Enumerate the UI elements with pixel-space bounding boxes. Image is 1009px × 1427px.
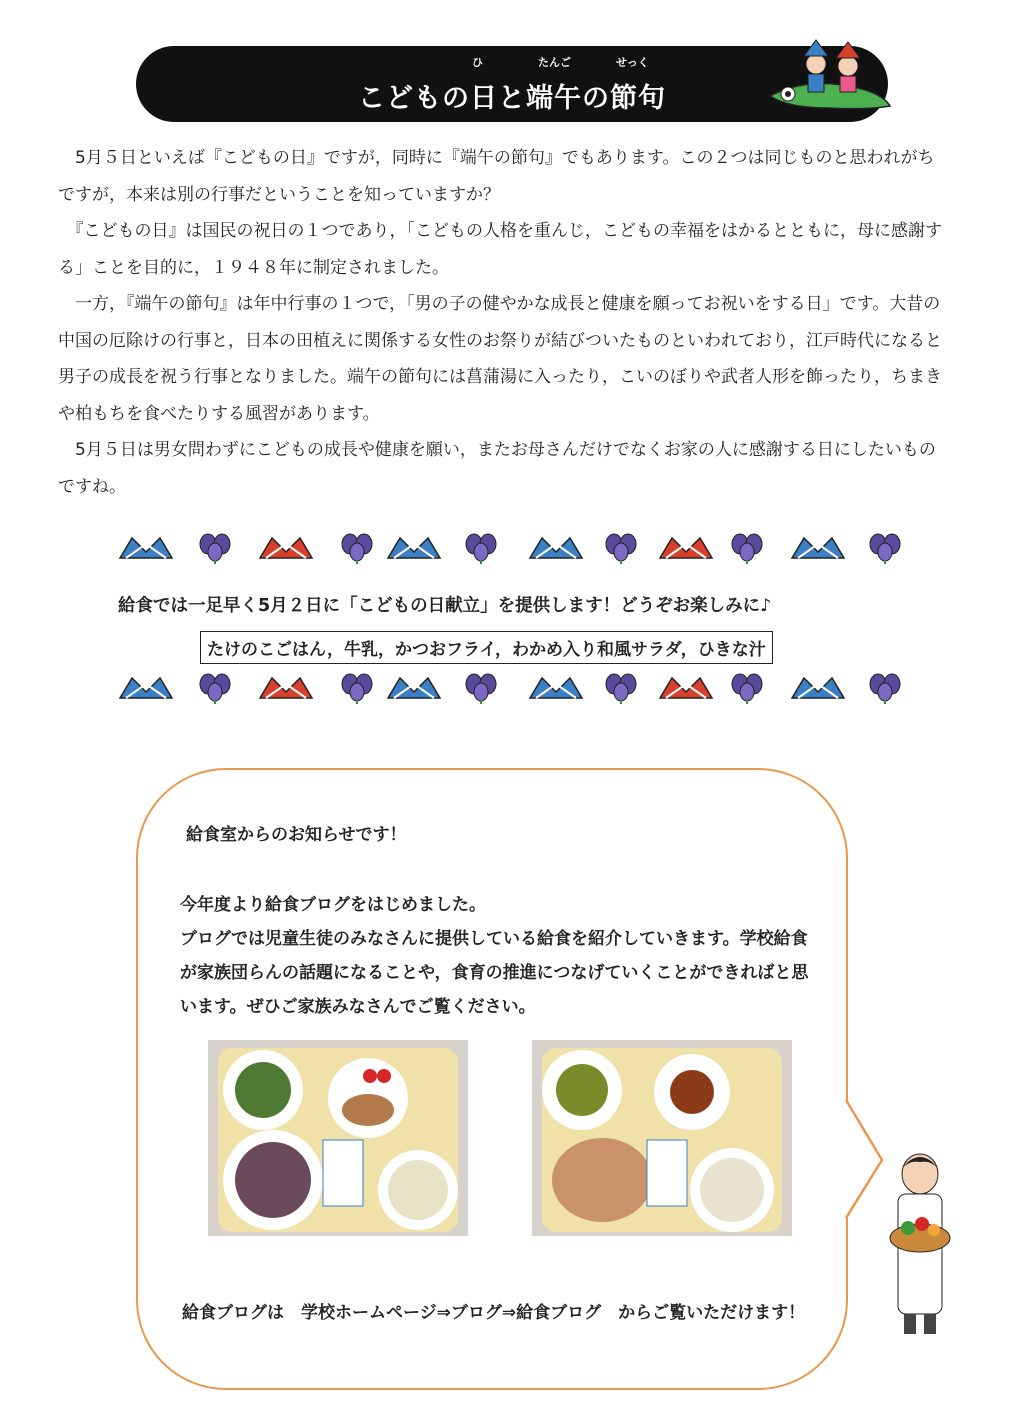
kabuto-icon <box>790 532 846 562</box>
decoration-row-top <box>118 530 908 564</box>
kabuto-icon <box>658 672 714 702</box>
kabuto-icon <box>386 672 442 702</box>
iris-flower-icon <box>464 532 498 564</box>
blog-intro <box>180 888 810 1024</box>
decoration-row-bottom <box>118 670 908 704</box>
iris-flower-icon <box>340 672 374 704</box>
kabuto-icon <box>528 532 584 562</box>
iris-flower-icon <box>868 532 902 564</box>
iris-flower-icon <box>604 672 638 704</box>
kabuto-icon <box>118 532 174 562</box>
iris-flower-icon <box>340 532 374 564</box>
kabuto-icon <box>118 672 174 702</box>
paragraph-2: 『こどもの日』は国民の祝日の１つであり，「こどもの人格を重んじ，こどもの幸福をはかるとともに，母に感謝する」ことを目的に，１９４８年に制定されました。 <box>58 221 942 278</box>
title-ruby-1: ひ <box>472 56 483 69</box>
bubble-tail <box>836 1100 886 1220</box>
paragraph-4: 5月５日は男女問わずにこどもの成長や健康を願い，またお母さんだけでなくお家の人に感謝する日にしたいものですね。 <box>58 440 936 497</box>
blog-intro-1: 今年度より給食ブログをはじめました。 <box>180 895 486 915</box>
menu-list: たけのこごはん，牛乳，かつおフライ，わかめ入り和風サラダ，ひきな汁 <box>200 631 773 664</box>
iris-flower-icon <box>868 672 902 704</box>
announcement-text: 給食では一足早く5月２日に「こどもの日献立」を提供します！どうぞお楽しみに♪ <box>118 596 772 616</box>
lunch-tray-image-1 <box>208 1040 468 1236</box>
kabuto-icon <box>528 672 584 702</box>
kabuto-icon <box>258 532 314 562</box>
iris-flower-icon <box>604 532 638 564</box>
kabuto-icon <box>658 532 714 562</box>
koinobori-kids-illustration <box>768 36 892 112</box>
page-title: こどもの日と端午の節句 <box>358 83 666 114</box>
iris-flower-icon <box>730 672 764 704</box>
article-body <box>58 140 950 505</box>
blog-intro-2: ブログでは児童生徒のみなさんに提供している給食を紹介していきます。学校給食が家族団らんの話題になることや，食育の推進につなげていくことができればと思います。ぜひご家族みなさんでご覧ください。 <box>180 929 809 1017</box>
kabuto-icon <box>258 672 314 702</box>
blog-access-text: 給食ブログは 学校ホームページ⇒ブログ⇒給食ブログ からご覧いただけます！ <box>182 1303 806 1323</box>
title-ruby-3: せっく <box>616 56 649 69</box>
chef-illustration <box>880 1150 960 1340</box>
school-lunch-photo-2 <box>532 1040 792 1236</box>
iris-flower-icon <box>464 672 498 704</box>
bubble-heading: 給食室からのお知らせです！ <box>186 825 407 845</box>
title-ruby-2: たんご <box>538 56 571 69</box>
iris-flower-icon <box>198 672 232 704</box>
iris-flower-icon <box>730 532 764 564</box>
kabuto-icon <box>790 672 846 702</box>
paragraph-1: 5月５日といえば『こどもの日』ですが，同時に『端午の節句』でもあります。この２つは同じものと思われがちですが，本来は別の行事だということを知っていますか？ <box>58 148 935 205</box>
school-lunch-photo-1 <box>208 1040 468 1236</box>
kabuto-icon <box>386 532 442 562</box>
paragraph-3: 一方，『端午の節句』は年中行事の１つで，「男の子の健やかな成長と健康を願ってお祝いをする日」です。大昔の中国の厄除けの行事と，日本の田植えに関係する女性のお祭りが結びついたものといわれており，江戸時代になると男子の成長を祝う行事となりました。端午の節句には菖蒲湯に入ったり，こいのぼりや武者人形を飾ったり，ちまきや柏もちを食べたりする風習があります。 <box>58 294 942 424</box>
lunch-tray-image-2 <box>532 1040 792 1236</box>
iris-flower-icon <box>198 532 232 564</box>
